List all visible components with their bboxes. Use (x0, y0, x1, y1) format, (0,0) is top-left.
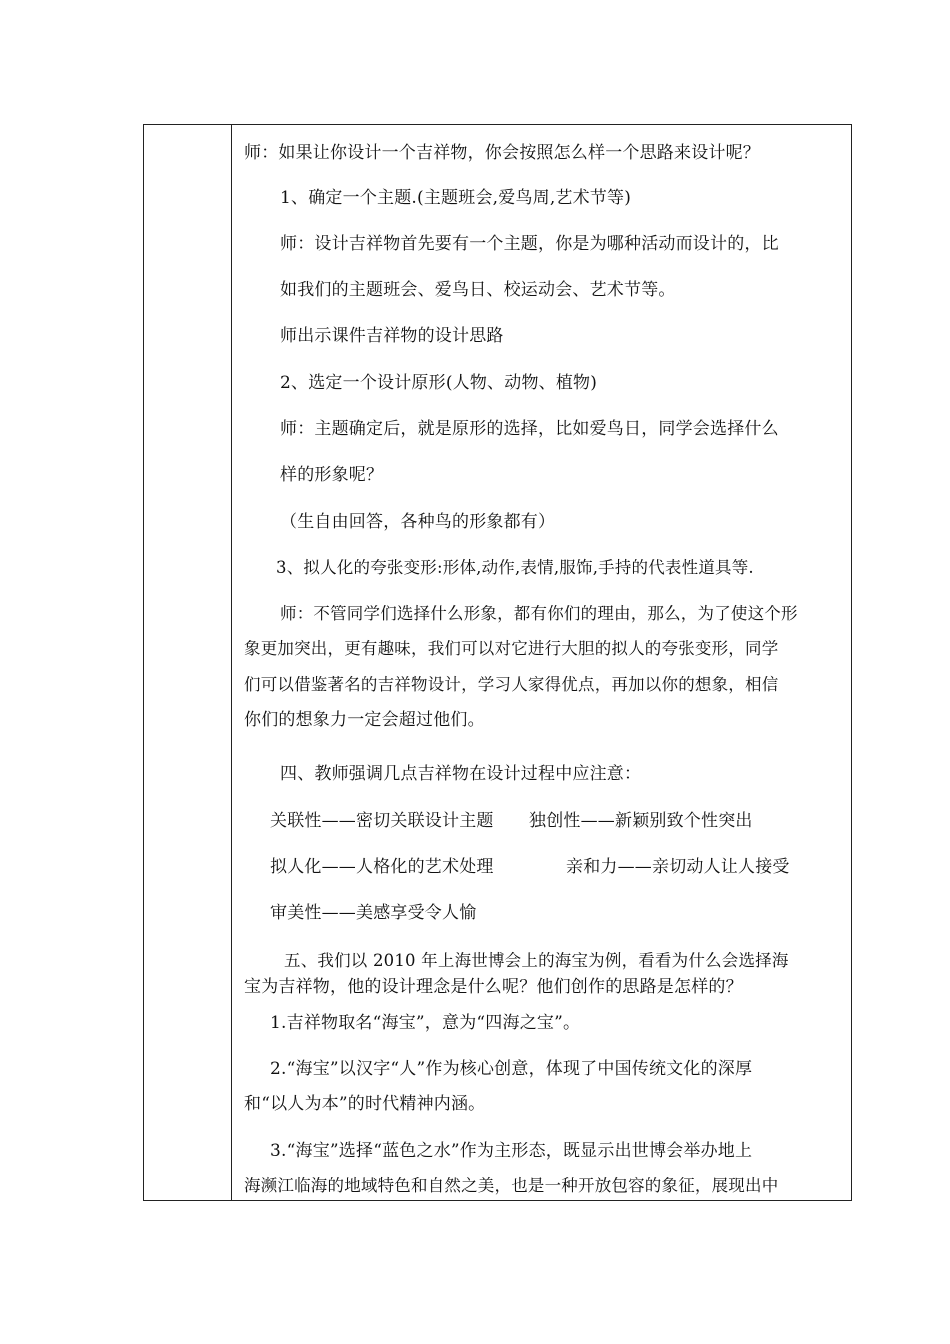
text-line: 师：如果让你设计一个吉祥物，你会按照怎么样一个思路来设计呢？ (244, 143, 760, 163)
text-line: 和“以人为本”的时代精神内涵。 (244, 1094, 486, 1114)
text-line: 3、拟人化的夸张变形:形体,动作,表情,服饰,手持的代表性道具等. (276, 558, 754, 577)
text-line: 独创性——新颖别致个性突出 (529, 811, 753, 831)
text-line: 1、确定一个主题.(主题班会,爱鸟周,艺术节等) (280, 188, 632, 208)
text-line: 你们的想象力一定会超过他们。 (244, 710, 485, 730)
text-line: 1.吉祥物取名“海宝”，意为“四海之宝”。 (270, 1013, 581, 1033)
text-line: 2.“海宝”以汉字“人”作为核心创意，体现了中国传统文化的深厚 (270, 1059, 753, 1079)
text-line: 海濒江临海的地域特色和自然之美，也是一种开放包容的象征，展现出中 (244, 1176, 779, 1195)
text-line: 们可以借鉴著名的吉祥物设计，学习人家得优点，再加以你的想象，相信 (244, 675, 779, 694)
text-line: 四、教师强调几点吉祥物在设计过程中应注意： (280, 764, 642, 784)
text-line: 审美性——美感享受令人愉 (270, 903, 477, 923)
text-line: 样的形象呢？ (280, 465, 384, 485)
text-line: 师出示课件吉祥物的设计思路 (280, 326, 504, 346)
text-line: 亲和力——亲切动人让人接受 (566, 857, 790, 877)
text-line: 如我们的主题班会、爱鸟日、校运动会、艺术节等。 (280, 280, 676, 300)
text-line: 象更加突出，更有趣味，我们可以对它进行大胆的拟人的夸张变形，同学 (244, 639, 779, 658)
lesson-table (143, 124, 852, 1201)
text-line: 2、选定一个设计原形(人物、动物、植物) (280, 373, 598, 393)
text-line: 宝为吉祥物，他的设计理念是什么呢？他们创作的思路是怎样的？ (244, 977, 743, 997)
text-line: 师：主题确定后，就是原形的选择，比如爱鸟日，同学会选择什么 (280, 419, 779, 439)
text-line: 关联性——密切关联设计主题 (270, 811, 494, 831)
text-line: 五、我们以 2010 年上海世博会上的海宝为例，看看为什么会选择海 (284, 951, 789, 970)
text-line: 师：不管同学们选择什么形象，都有你们的理由，那么，为了使这个形 (280, 604, 798, 623)
text-line: （生自由回答，各种鸟的形象都有） (280, 512, 556, 532)
lesson-content-cell (232, 125, 851, 1200)
text-line: 拟人化——人格化的艺术处理 (270, 857, 494, 877)
text-line: 师：设计吉祥物首先要有一个主题，你是为哪种活动而设计的，比 (280, 234, 779, 254)
text-line: 3.“海宝”选择“蓝色之水”作为主形态，既显示出世博会举办地上 (270, 1141, 753, 1161)
